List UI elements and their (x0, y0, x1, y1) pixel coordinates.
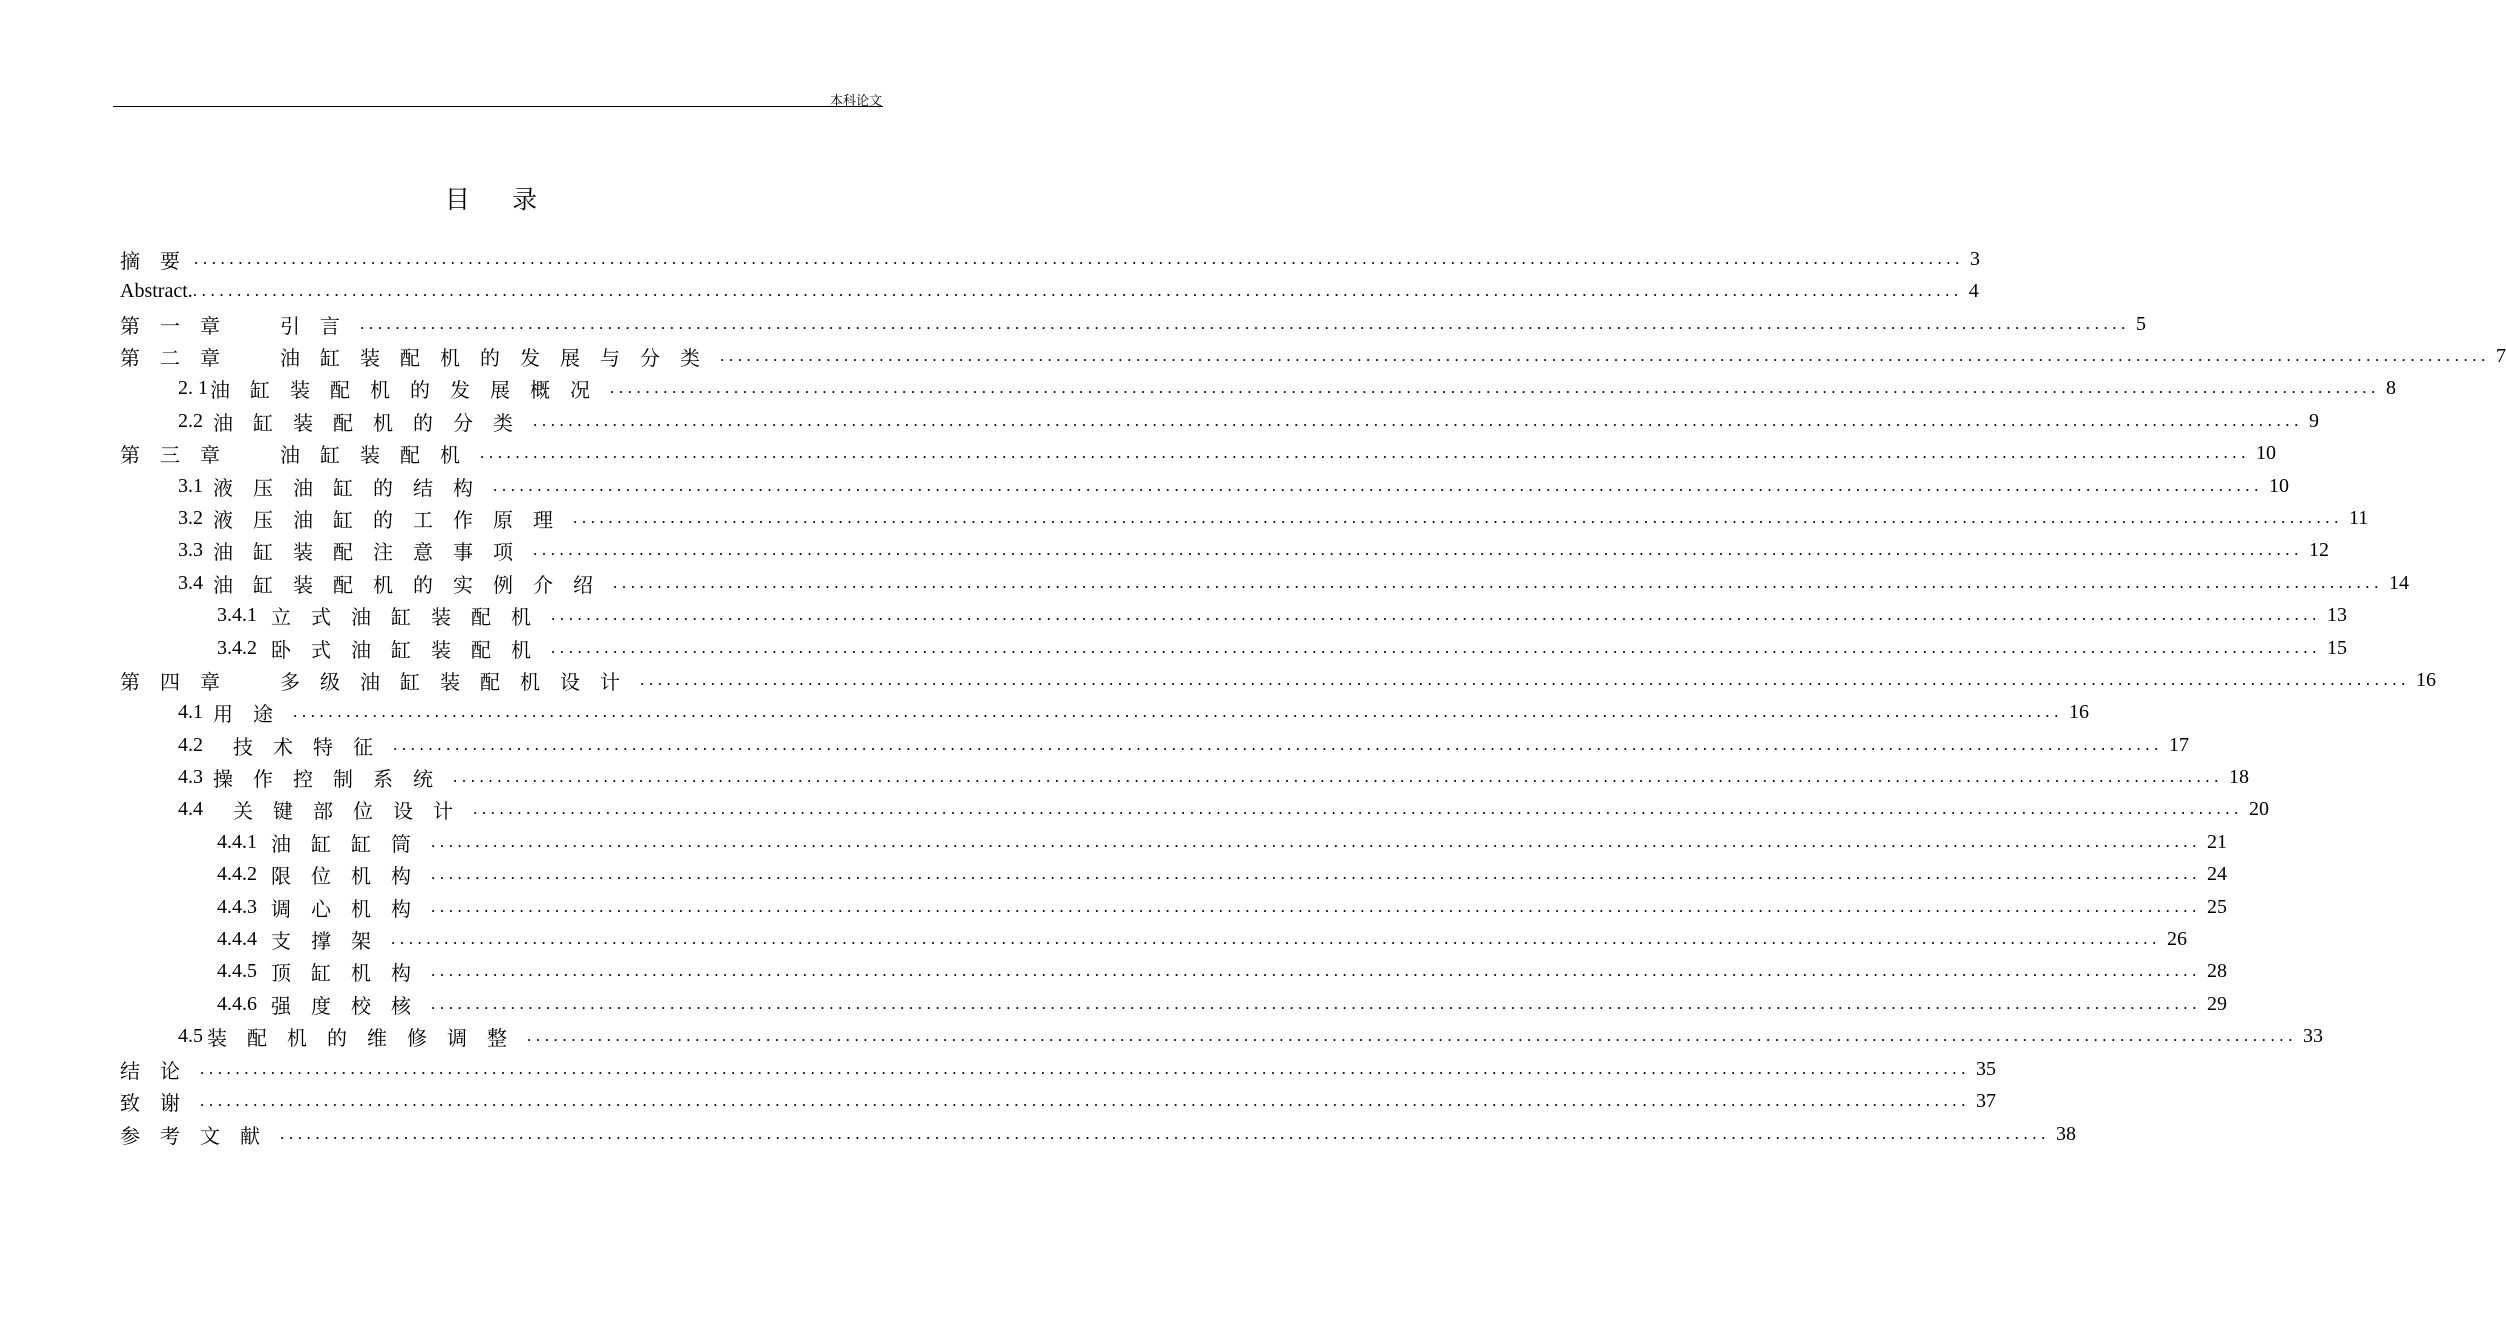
toc-entry-label: 油缸装配机的发展概况 (210, 379, 610, 402)
toc-leader-dots: ........................................................................................................................................................................................................ (640, 670, 2410, 689)
toc-entry-3-4-1[interactable] (217, 599, 2347, 631)
toc-entry-number: 3.1 (178, 474, 203, 497)
toc-entry-label: 摘 要 (120, 250, 180, 273)
toc-leader-dots: ........................................................................................................................................................................................................ (551, 638, 2321, 657)
toc-entry-4-4[interactable] (178, 793, 2269, 825)
toc-leader-dots: ........................................................................................................................................................................................................ (551, 605, 2321, 624)
toc-leader-dots: ........................................................................................................................................................................................................ (431, 864, 2201, 883)
toc-leader-dots: ........................................................................................................................................................................................................ (533, 411, 2303, 430)
toc-entry-label: 强度校核 (271, 995, 431, 1018)
toc-leader-dots: ........................................................................................................................................................................................................ (360, 314, 2130, 333)
toc-leader-dots: ........................................................................................................................................................................................................ (613, 573, 2383, 592)
toc-entry-page: 9 (2309, 409, 2319, 432)
toc-entry-references[interactable] (120, 1118, 2076, 1150)
toc-entry-page: 13 (2327, 603, 2347, 626)
header-rule (113, 106, 883, 107)
toc-leader-dots: ........................................................................................................................................................................................................ (720, 346, 2490, 365)
toc-entry-4-5[interactable] (178, 1020, 2323, 1052)
toc-entry-label: 操作控制系统 (213, 768, 453, 791)
toc-entry-page: 21 (2207, 830, 2227, 853)
toc-entry-chapter-4[interactable] (120, 664, 2436, 696)
toc-entry-label: 液压油缸的结构 (213, 477, 493, 500)
toc-entry-3-1[interactable] (178, 470, 2289, 502)
toc-entry-page: 38 (2056, 1122, 2076, 1145)
toc-entry-label: 液压油缸的工作原理 (213, 509, 573, 532)
toc-entry-page: 35 (1976, 1057, 1996, 1080)
toc-entry-label: 装配机的维修调整 (207, 1027, 527, 1050)
toc-leader-dots: ........................................................................................................................................................................................................ (573, 508, 2343, 527)
toc-leader-dots: ........................................................................................................................................................................................................ (480, 443, 2250, 462)
toc-entry-label: 第二章 油缸装配机的发展与分类 (120, 347, 720, 370)
toc-entry-label: 关键部位设计 (233, 800, 473, 823)
toc-entry-label: 限位机构 (271, 865, 431, 888)
toc-entry-page: 28 (2207, 959, 2227, 982)
toc-entry-label: 油缸装配机的分类 (213, 412, 533, 435)
toc-entry-page: 7 (2496, 344, 2506, 367)
toc-entry-page: 26 (2167, 927, 2187, 950)
toc-entry-chapter-3[interactable] (120, 437, 2276, 469)
toc-entry-4-2[interactable] (178, 729, 2189, 761)
toc-entry-3-4[interactable] (178, 567, 2409, 599)
toc-entry-abstract-cn[interactable] (120, 243, 1980, 275)
toc-leader-dots: ........................................................................................................................................................................................................ (533, 540, 2303, 559)
toc-entry-page: 16 (2416, 668, 2436, 691)
toc-entry-4-4-3[interactable] (217, 891, 2227, 923)
toc-entry-2-2[interactable] (178, 405, 2319, 437)
toc-entry-label: 结论 (120, 1060, 200, 1083)
toc-entry-page: 18 (2229, 765, 2249, 788)
toc-entry-page: 24 (2207, 862, 2227, 885)
toc-entry-label: 第三章 油缸装配机 (120, 444, 480, 467)
toc-entry-4-4-1[interactable] (217, 826, 2227, 858)
toc-entry-number: 3.2 (178, 506, 203, 529)
toc-entry-3-2[interactable] (178, 502, 2369, 534)
toc-entry-label: Abstract. (120, 279, 193, 302)
toc-entry-page: 25 (2207, 895, 2227, 918)
toc-leader-dots: ........................................................................................................................................................................................................ (391, 929, 2161, 948)
toc-entry-number: 3.4.1 (217, 603, 257, 626)
toc-entry-number: 4.2 (178, 733, 203, 756)
toc-leader-dots: ........................................................................................................................................................................................................ (194, 249, 1964, 268)
toc-entry-label: 油缸装配机的实例介绍 (213, 574, 613, 597)
toc-entry-page: 4 (1968, 279, 1979, 302)
toc-entry-label: 卧式油缸装配机 (271, 639, 551, 662)
toc-entry-label: 调心机构 (271, 898, 431, 921)
toc-entry-4-4-2[interactable] (217, 858, 2227, 890)
toc-entry-number: 4.4.1 (217, 830, 257, 853)
toc-leader-dots: ........................................................................................................................................................................................................ (393, 735, 2163, 754)
toc-entry-number: 4.1 (178, 700, 203, 723)
toc-title: 目 录 (444, 187, 556, 214)
toc-leader-dots: ........................................................................................................................................................................................................ (200, 1059, 1970, 1078)
toc-entry-label: 油缸缸筒 (271, 833, 431, 856)
toc-leader-dots: ........................................................................................................................................................................................................ (610, 378, 2380, 397)
toc-entry-number: 4.5 (178, 1024, 203, 1047)
toc-entry-label: 立式油缸装配机 (271, 606, 551, 629)
toc-leader-dots: ........................................................................................................................................................................................................ (431, 832, 2201, 851)
toc-entry-label: 用途 (213, 703, 293, 726)
toc-entry-number: 2.2 (178, 409, 203, 432)
toc-leader-dots: ........................................................................................................................................................................................................ (431, 994, 2201, 1013)
toc-entry-page: 10 (2269, 474, 2289, 497)
toc-entry-page: 33 (2303, 1024, 2323, 1047)
toc-entry-4-4-6[interactable] (217, 988, 2227, 1020)
toc-entry-page: 17 (2169, 733, 2189, 756)
toc-entry-label: 支撑架 (271, 930, 391, 953)
toc-entry-conclusion[interactable] (120, 1053, 1996, 1085)
toc-entry-chapter-1[interactable] (120, 308, 2146, 340)
toc-entry-page: 3 (1970, 247, 1980, 270)
toc-leader-dots: ........................................................................................................................................................................................................ (453, 767, 2223, 786)
toc-entry-acknowledgement[interactable] (120, 1085, 1996, 1117)
toc-leader-dots: ........................................................................................................................................................................................................ (431, 961, 2201, 980)
toc-entry-page: 29 (2207, 992, 2227, 1015)
toc-entry-label: 顶缸机构 (271, 962, 431, 985)
toc-entry-label: 致谢 (120, 1092, 200, 1115)
toc-entry-page: 15 (2327, 636, 2347, 659)
toc-entry-number: 4.4 (178, 797, 203, 820)
toc-leader-dots: ........................................................................................................................................................................................................ (192, 281, 1963, 300)
toc-entry-number: 3.3 (178, 538, 203, 561)
toc-entry-page: 37 (1976, 1089, 1996, 1112)
toc-entry-number: 4.3 (178, 765, 203, 788)
toc-leader-dots: ........................................................................................................................................................................................................ (293, 702, 2063, 721)
toc-entry-number: 3.4.2 (217, 636, 257, 659)
toc-entry-4-4-5[interactable] (217, 955, 2227, 987)
toc-entry-label: 第四章 多级油缸装配机设计 (120, 671, 640, 694)
toc-entry-number: 3.4 (178, 571, 203, 594)
toc-leader-dots: ........................................................................................................................................................................................................ (473, 799, 2243, 818)
toc-leader-dots: ........................................................................................................................................................................................................ (280, 1124, 2050, 1143)
toc-entry-page: 20 (2249, 797, 2269, 820)
toc-entry-number: 4.4.5 (217, 959, 257, 982)
toc-entry-4-3[interactable] (178, 761, 2249, 793)
toc-entry-page: 11 (2349, 506, 2369, 529)
toc-entry-chapter-2[interactable] (120, 340, 2506, 372)
toc-entry-page: 8 (2386, 376, 2396, 399)
toc-entry-page: 16 (2069, 700, 2089, 723)
toc-entry-label: 技术特征 (233, 736, 393, 759)
toc-entry-4-1[interactable] (178, 696, 2089, 728)
toc-entry-2-1[interactable] (178, 372, 2396, 404)
toc-leader-dots: ........................................................................................................................................................................................................ (200, 1091, 1970, 1110)
toc-entry-page: 10 (2256, 441, 2276, 464)
toc-entry-label: 参考文献 (120, 1125, 280, 1148)
toc-entry-number: 4.4.3 (217, 895, 257, 918)
toc-entry-number: 4.4.4 (217, 927, 257, 950)
toc-entry-number: 4.4.2 (217, 862, 257, 885)
toc-entry-4-4-4[interactable] (217, 923, 2187, 955)
toc-entry-label: 油缸装配注意事项 (213, 541, 533, 564)
toc-entry-label: 第一章 引言 (120, 315, 360, 338)
toc-entry-3-4-2[interactable] (217, 632, 2347, 664)
toc-leader-dots: ........................................................................................................................................................................................................ (527, 1026, 2297, 1045)
toc-entry-number: 4.4.6 (217, 992, 257, 1015)
toc-entry-page: 12 (2309, 538, 2329, 561)
toc-entry-3-3[interactable] (178, 534, 2329, 566)
toc-leader-dots: ........................................................................................................................................................................................................ (431, 897, 2201, 916)
toc-entry-abstract-en[interactable] (120, 275, 1979, 307)
toc-leader-dots: ........................................................................................................................................................................................................ (493, 476, 2263, 495)
toc-entry-page: 14 (2389, 571, 2409, 594)
running-header: 本科论文 (829, 93, 882, 108)
toc-entry-number: 2. 1 (178, 376, 208, 399)
toc-entry-page: 5 (2136, 312, 2146, 335)
